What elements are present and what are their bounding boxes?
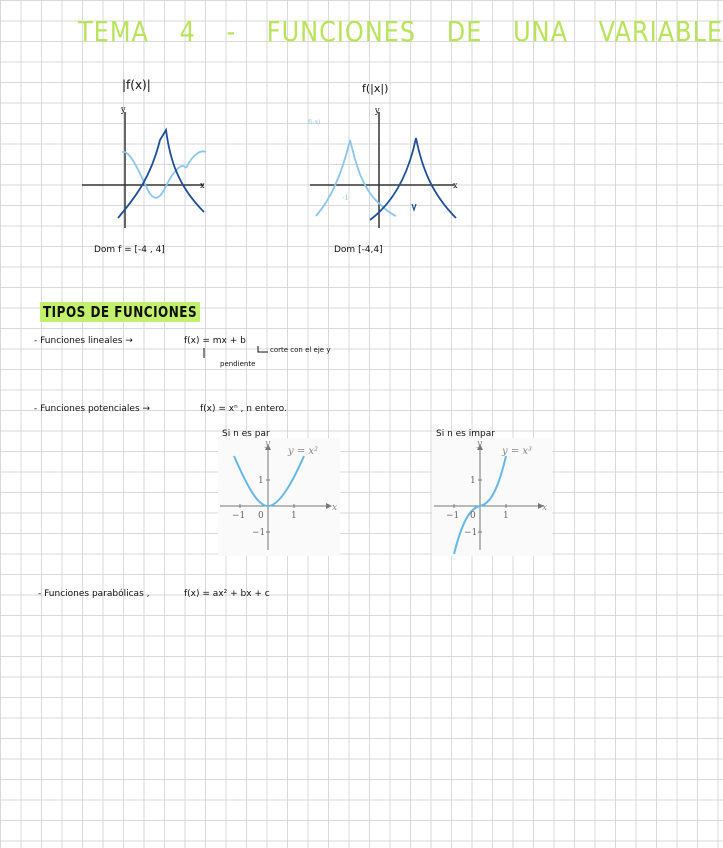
lineales-formula: f(x) = mx + b (184, 336, 246, 346)
graph-left-light-tail (186, 151, 206, 168)
svg-text:−1: −1 (252, 528, 266, 538)
svg-text:−1: −1 (232, 511, 246, 521)
parabolicas-label: - Funciones parabólicas , (38, 589, 150, 599)
even-power-plot (218, 438, 340, 556)
lineales-note-m: pendiente (220, 360, 256, 368)
graph-right-domain: Dom [-4,4] (334, 245, 383, 255)
parabolicas-formula: f(x) = ax² + bx + c (184, 589, 270, 599)
potenciales-formula: f(x) = xⁿ , n entero. (200, 404, 287, 414)
graph-right-annotation: -1 (342, 194, 349, 202)
potenciales-label: - Funciones potenciales → (34, 404, 151, 414)
svg-text:y: y (265, 439, 271, 449)
svg-text:1: 1 (470, 476, 476, 486)
graph-left (78, 100, 218, 235)
odd-curve-label: y = x³ (502, 446, 533, 457)
graph-left-y-label: y (121, 105, 126, 114)
graph-right-light-curve (316, 140, 396, 216)
lineales-note-b: corte con el eje y (270, 346, 331, 354)
svg-text:0: 0 (470, 511, 476, 521)
svg-text:1: 1 (503, 511, 509, 521)
odd-power-plot (432, 438, 552, 556)
potenciales-even-caption: Si n es par (222, 429, 270, 439)
graph-right-x-label: x (453, 181, 458, 190)
svg-text:1: 1 (258, 476, 264, 486)
graph-left-domain: Dom f = [-4 , 4] (94, 245, 165, 255)
svg-text:−1: −1 (464, 528, 478, 538)
graph-left-x-label: x (200, 181, 205, 190)
section-heading: TIPOS DE FUNCIONES (40, 302, 200, 322)
even-power-curve (234, 456, 304, 506)
graph-right-tick-mark (412, 204, 416, 210)
graph-right-curve-label: f(-x) (308, 119, 321, 126)
graph-right (302, 104, 466, 234)
svg-text:−1: −1 (446, 511, 460, 521)
svg-text:x: x (542, 503, 548, 513)
potenciales-odd-caption: Si n es impar (436, 429, 495, 439)
page-title: TEMA 4 - FUNCIONES DE UNA VARIABLE (78, 15, 723, 49)
graph-right-y-label: y (375, 106, 380, 115)
svg-text:1: 1 (291, 511, 297, 521)
svg-text:y: y (477, 439, 483, 449)
graph-left-dark-curve (118, 130, 204, 218)
graph-left-label: |f(x)| (122, 78, 151, 92)
svg-text:0: 0 (258, 511, 264, 521)
svg-text:x: x (332, 503, 338, 513)
lineales-label: - Funciones lineales → (34, 336, 133, 346)
even-curve-label: y = x² (288, 446, 319, 457)
graph-right-label: f(|x|) (362, 82, 389, 95)
